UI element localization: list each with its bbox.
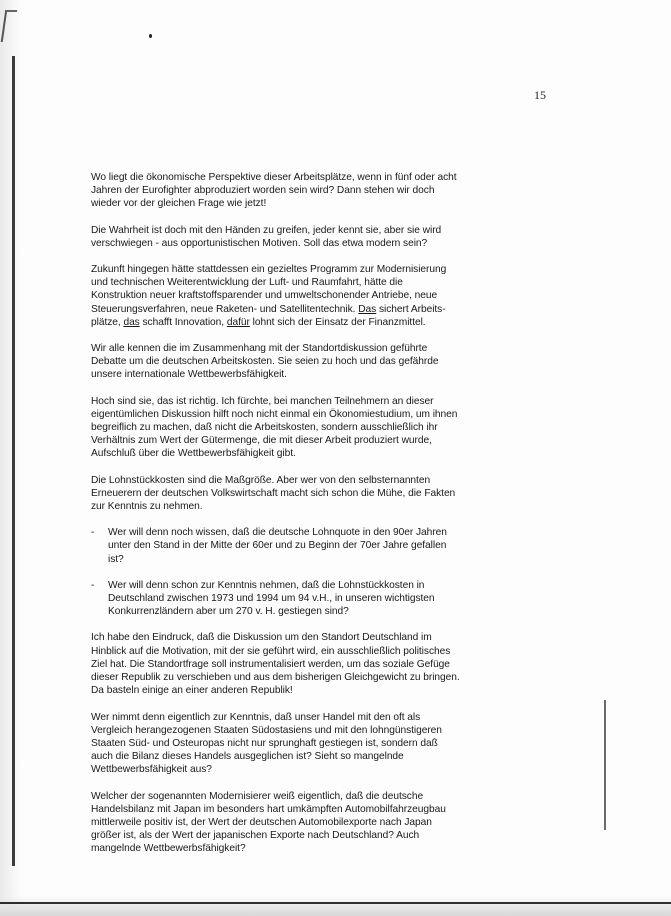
underlined-das-1: Das [358, 303, 377, 315]
paragraph-3-tail-3: lohnt sich der Einsatz der Finanzmittel. [249, 316, 426, 328]
bullet-dash: - [91, 527, 95, 539]
paragraph-3-tail-2: schafft Innovation, [139, 316, 227, 328]
body-text [91, 171, 521, 869]
paragraph-2: Die Wahrheit ist doch mit den Händen zu greifen, jeder kennt sie, aber sie wird verschwiegen - aus opportunistischen Motiven. Soll das etwa modern sein? [91, 224, 442, 249]
paragraph-3 [91, 263, 521, 329]
scan-bottom-edge [0, 896, 671, 916]
paragraph-7: Ich habe den Eindruck, daß die Diskussion um den Standort Deutschland im Hinblick auf die Motivation, mit der sie geführt wird, ein ausschließlich politisches Ziel hat. Die Standortfrage soll instrumentalisiert werden, um das soziale Gefüge dieser Republik zu verschieben und aus dem bisherigen Gleichgewicht zu bringen. Da basteln einige an einer anderen Republik! [91, 632, 460, 697]
bullet-text: Wer will denn schon zur Kenntnis nehmen, daß die Lohnstückkosten in Deutschland zwischen 1973 und 1994 um 94 v.H., in unseren wichtigsten Konkurrenzländern aber um 270 v. H. gestiegen sind? [108, 579, 435, 618]
bullet-dash: - [91, 579, 95, 591]
paragraph-1: Wo liegt die ökonomische Perspektive dieser Arbeitsplätze, wenn in fünf oder acht Jahren der Eurofighter abproduziert worden sein wird? Dann stehen wir doch wieder vor der gleichen Frage wie jetzt! [91, 172, 457, 210]
paragraph-3-tail-1: sichert Arbeits- plätze, [91, 303, 446, 328]
paragraph-5: Hoch sind sie, das ist richtig. Ich fürchte, bei manchen Teilnehmern an dieser eigentümlichen Diskussion hilft noch nicht einmal ein Ökonomiestudium, um ihnen begreiflich zu machen, daß nicht die Arbeitskosten, sondern ausschließlich ihr Verhältnis zum Wert der Gütermenge, die mit dieser Arbeit produziert wurde, Aufschluß über die Wettbewerbsfähigkeit gibt. [91, 395, 458, 460]
margin-annotation-line [604, 700, 606, 830]
bullet-item-1 [91, 526, 521, 566]
scan-bottom-border-line [0, 902, 671, 904]
paragraph-6: Die Lohnstückkosten sind die Maßgröße. Aber wer von den selbsternannten Erneuerern der deutschen Volkswirtschaft macht sich schon die Mühe, die Fakten zur Kenntnis zu nehmen. [91, 474, 456, 513]
scan-left-border-line [12, 56, 15, 866]
paragraph-8: Wer nimmt denn eigentlich zur Kenntnis, daß unser Handel mit den oft als Vergleich herangezogenen Staaten Südostasiens und mit den lohngünstigeren Staaten Süd- und Osteuropas nicht nur sprunghaft gestiegen ist, sondern daß auch die Bilanz dieses Handels ausgeglichen ist? Sieht so mangelnde Wettbewerbsfähigkeit aus? [91, 711, 442, 776]
page-number: 15 [534, 88, 546, 102]
paragraph-3-text: Zukunft hingegen hätte stattdessen ein gezieltes Programm zur Modernisierung und technischen Weiterentwicklung der Luft- und Raumfahrt, hätte die Konstruktion neuer kraftstoffsparender und umweltschonender Antriebe, neue Steuerungsverfahren, neue Raketen- und Satellitentechnik. [91, 264, 447, 315]
paragraph-4: Wir alle kennen die im Zusammenhang mit der Standortdiskussion geführte Debatte um die deutschen Arbeitskosten. Sie seien zu hoch und das gefährde unsere internationale Wettbewerbsfähigkeit. [91, 343, 439, 381]
bullet-item-2 [91, 579, 521, 619]
paragraph-9: Welcher der sogenannten Modernisierer weiß eigentlich, daß die deutsche Handelsbilanz mit Japan im besonders hart umkämpften Automobilfahrzeugbau mittlerweile positiv ist, der Wert der deutschen Automobilexporte nach Japan größer ist, als der Wert der japanischen Exporte nach Deutschland? Auch mangelnde Wettbewerbsfähigkeit? [91, 790, 446, 855]
bullet-text: Wer will denn noch wissen, daß die deutsche Lohnquote in den 90er Jahren unter den Stand in der Mitte der 60er und zu Beginn der 70er Jahre gefallen ist? [108, 527, 447, 565]
underlined-dafuer: dafür [226, 316, 250, 328]
underlined-das-2: das [123, 316, 140, 328]
scan-left-edge [0, 0, 22, 916]
scan-speck [149, 34, 152, 38]
